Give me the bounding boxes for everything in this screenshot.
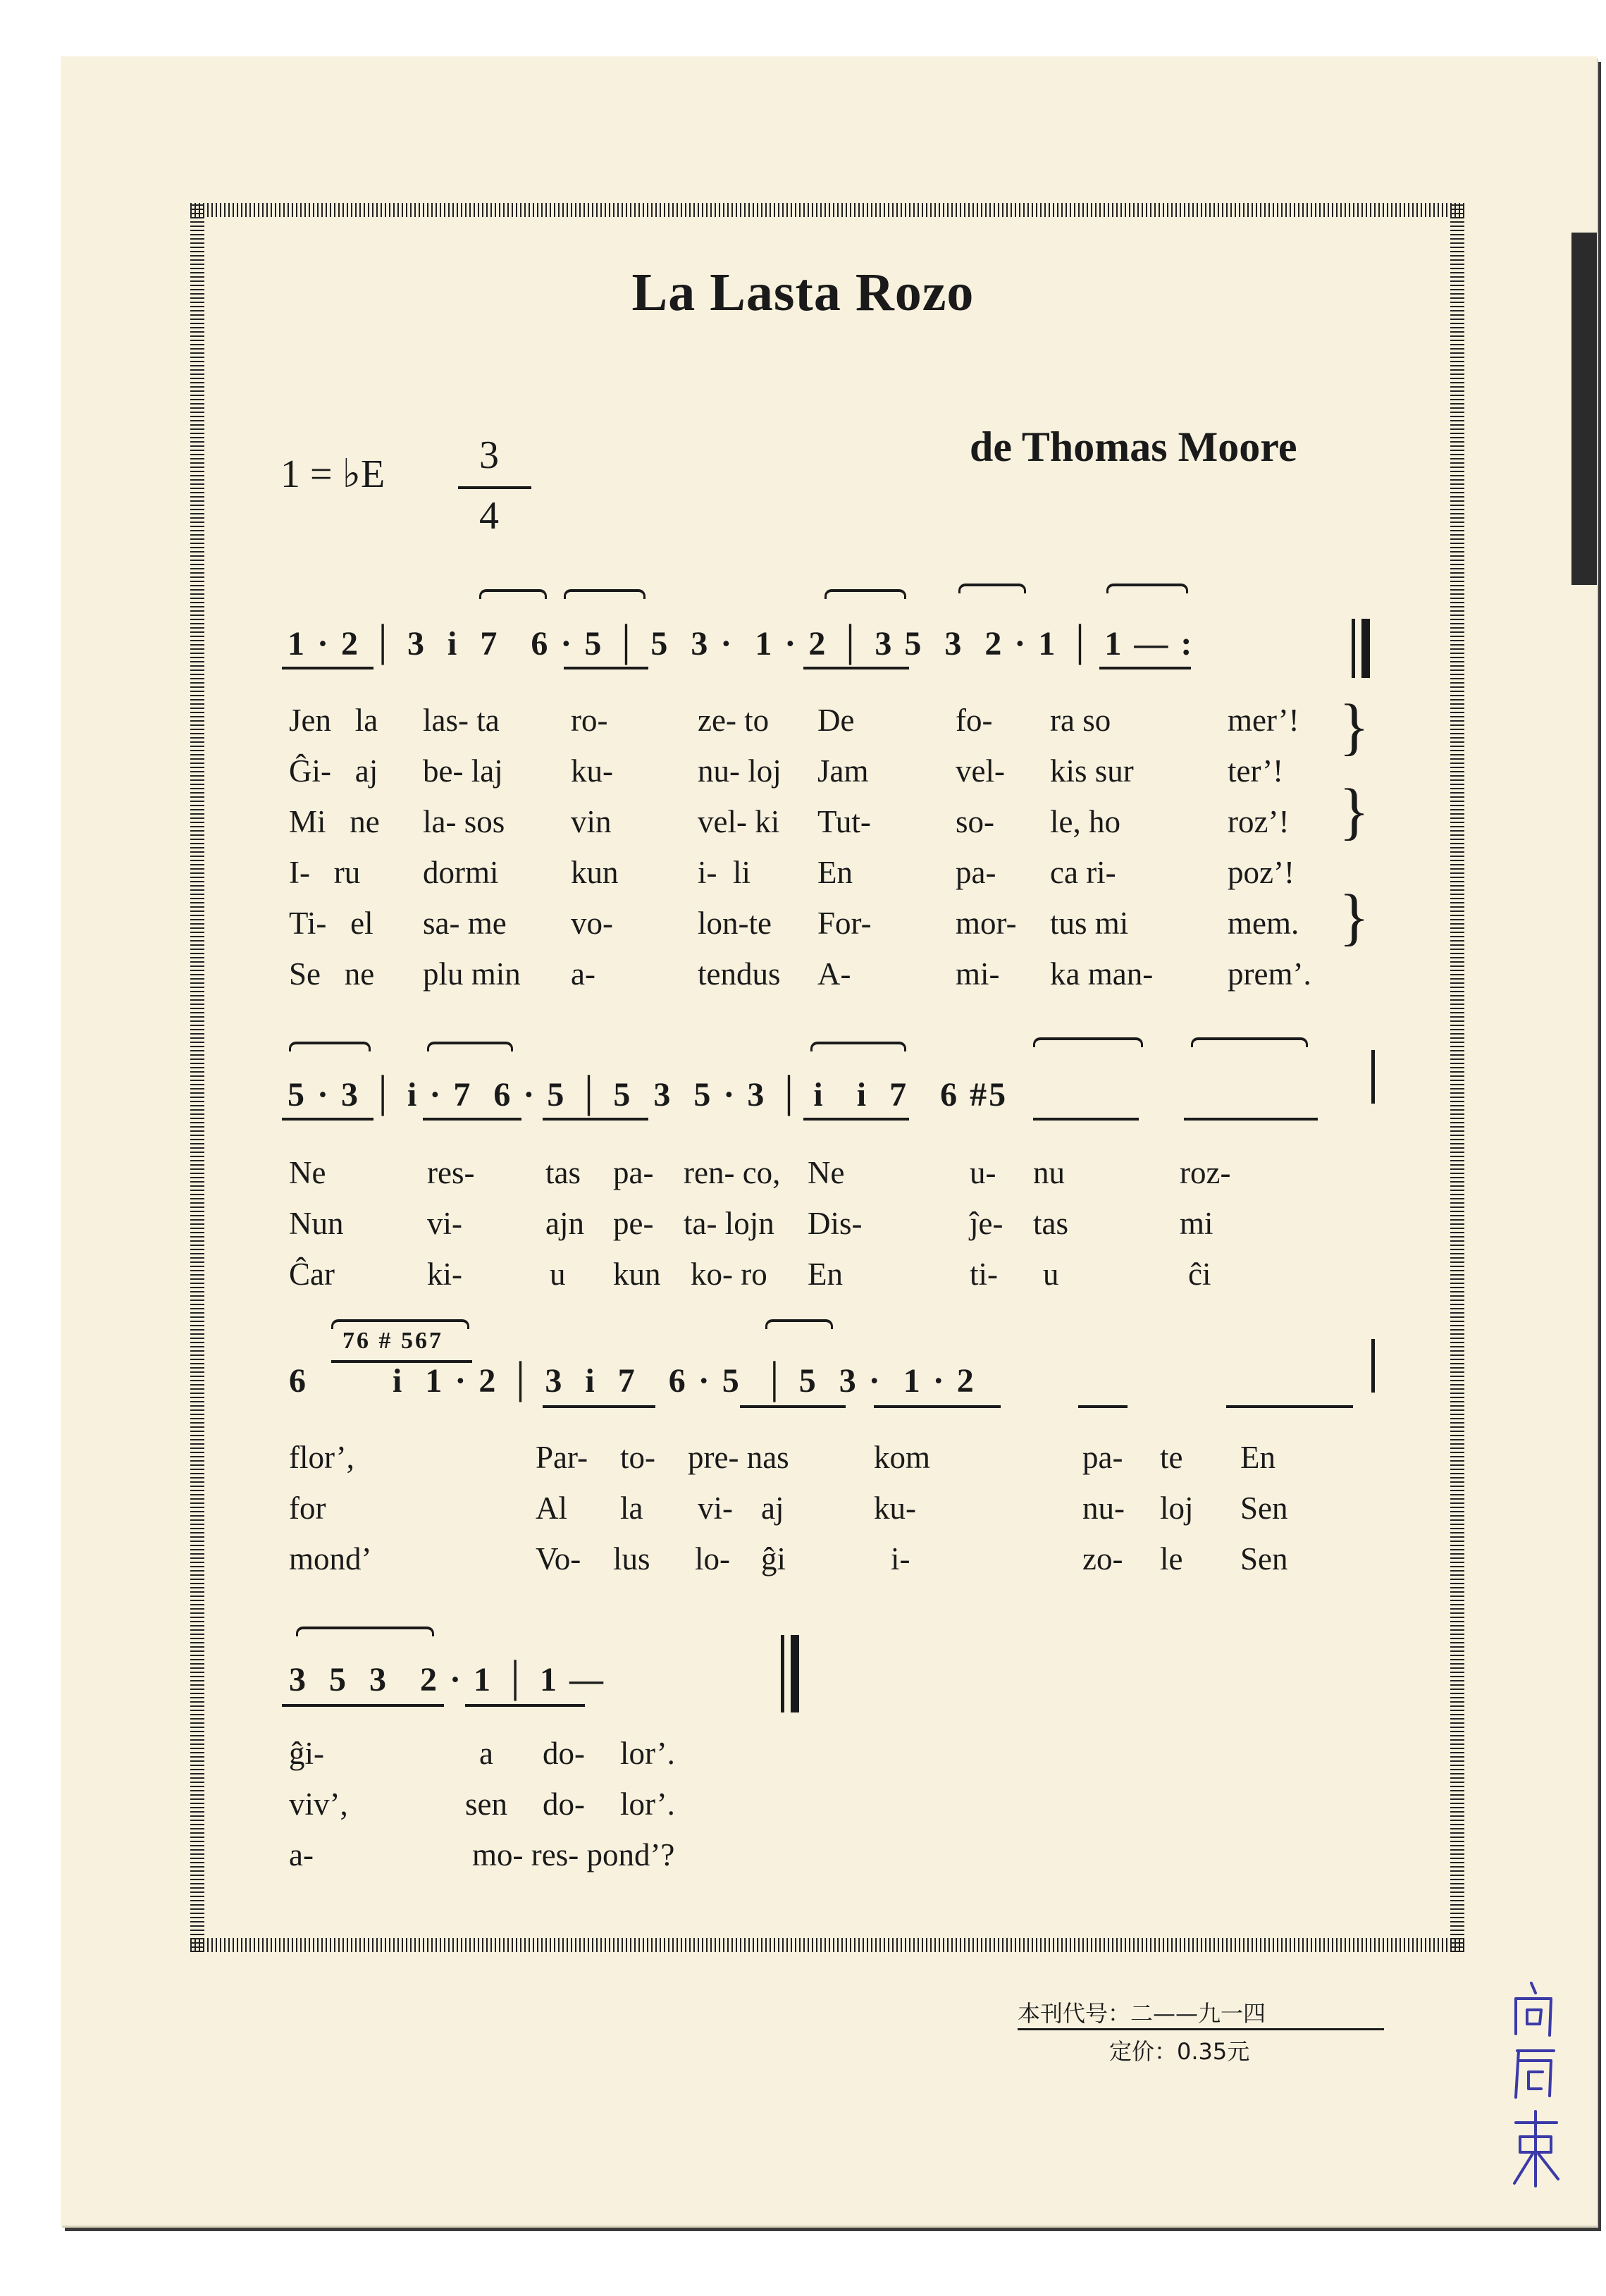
- beam: [1033, 1118, 1139, 1121]
- lyric-cell: i- li: [698, 855, 751, 890]
- beam: [423, 1118, 521, 1121]
- lyric-cell: u-: [970, 1155, 996, 1190]
- system1-notes: 1 · 2 │ 3 i 7 6 · 5 │ 5 3 · 1 · 2 │ 3 5 3 2 · 1 │ 1 — :: [288, 625, 1194, 662]
- lyric-cell: Al: [536, 1490, 567, 1526]
- system2-notes: 5 · 3 │ i · 7 6 · 5 │ 5 3 5 · 3 │ i i 7 6 #5: [288, 1076, 1008, 1113]
- slur: [296, 1627, 434, 1636]
- grace-notes: 76 # 567: [342, 1328, 443, 1354]
- lyric-cell: En: [1240, 1440, 1275, 1475]
- lyric-cell: prem’.: [1228, 956, 1311, 992]
- beam: [282, 1118, 373, 1121]
- repeat-barline: [1352, 619, 1355, 678]
- lyric-cell: pa-: [956, 855, 996, 890]
- system3-notes: 6 i 1 · 2 │ 3 i 7 6 · 5 │ 5 3 · 1 · 2: [289, 1362, 976, 1400]
- time-signature-top: 3: [479, 433, 499, 477]
- slur: [810, 1042, 906, 1051]
- lyric-cell: ra so: [1050, 703, 1111, 738]
- lyric-cell: a: [479, 1736, 493, 1771]
- lyric-cell: ku-: [874, 1490, 916, 1526]
- beam: [1078, 1405, 1128, 1408]
- lyric-row: Se ne: [289, 956, 375, 992]
- lyric-cell: kun: [613, 1257, 661, 1292]
- lyric-cell: loj: [1160, 1490, 1194, 1526]
- lyric-cell: ĉi: [1188, 1257, 1211, 1292]
- slur: [824, 589, 906, 599]
- barline: [781, 1635, 784, 1712]
- price-label: 定价：0.35元: [1109, 2038, 1250, 2065]
- ornamental-border-left: [190, 203, 204, 1952]
- lyric-cell: Nun: [289, 1206, 344, 1241]
- lyric-cell: ki-: [427, 1257, 462, 1292]
- slur: [1106, 584, 1188, 593]
- lyric-cell: En: [808, 1257, 843, 1292]
- lyric-cell: ĵe-: [970, 1206, 1003, 1241]
- lyric-cell: nu-: [1082, 1490, 1125, 1526]
- lyric-cell: Ĉar: [289, 1257, 335, 1292]
- ornamental-border-right: [1450, 203, 1464, 1952]
- lyric-cell: zo-: [1082, 1541, 1123, 1576]
- lyric-cell: vi-: [427, 1206, 462, 1241]
- lyric-cell: ter’!: [1228, 753, 1284, 789]
- beam: [564, 667, 648, 669]
- lyric-cell: viv’,: [289, 1786, 348, 1822]
- lyric-cell: le: [1160, 1541, 1183, 1576]
- beam: [543, 1405, 655, 1408]
- ornamental-border-top: [190, 203, 1464, 217]
- lyric-cell: kom: [874, 1440, 931, 1475]
- verse-brace: }: [1339, 777, 1370, 846]
- lyric-cell: Sen: [1240, 1490, 1288, 1526]
- beam: [282, 1704, 444, 1707]
- lyric-cell: vo-: [571, 906, 613, 941]
- slur: [479, 589, 547, 599]
- lyric-cell: ti-: [970, 1257, 998, 1292]
- lyric-cell: for: [289, 1490, 326, 1526]
- final-barline: [1361, 619, 1370, 678]
- barline: [1371, 1050, 1375, 1104]
- lyric-cell: pre- nas: [688, 1440, 789, 1475]
- lyric-cell: u: [1043, 1257, 1059, 1292]
- lyric-cell: ĝi: [761, 1541, 786, 1576]
- lyric-cell: tendus: [698, 956, 781, 992]
- lyric-cell: Jam: [817, 753, 869, 789]
- lyric-cell: do-: [543, 1736, 585, 1771]
- lyric-cell: De: [817, 703, 855, 738]
- lyric-cell: la: [620, 1490, 643, 1526]
- beam: [803, 1118, 909, 1121]
- lyric-cell: la- sos: [423, 804, 505, 839]
- beam: [465, 1704, 585, 1707]
- lyric-cell: ĝi-: [289, 1736, 324, 1771]
- lyric-row: Ti- el: [289, 906, 373, 941]
- slur: [564, 589, 646, 599]
- beam: [803, 667, 909, 669]
- lyric-cell: mi-: [956, 956, 1000, 992]
- beam: [543, 1118, 648, 1121]
- slur: [958, 584, 1026, 593]
- beam: [740, 1405, 846, 1408]
- lyric-cell: kun: [571, 855, 619, 890]
- time-signature-bottom: 4: [479, 494, 499, 538]
- lyric-cell: nu- loj: [698, 753, 782, 789]
- lyric-cell: mor-: [956, 906, 1017, 941]
- lyric-cell: a-: [571, 956, 595, 992]
- lyric-cell: te: [1160, 1440, 1183, 1475]
- lyric-cell: vel- ki: [698, 804, 780, 839]
- lyric-cell: ren- co,: [684, 1155, 781, 1190]
- key-signature: 1 = ♭E: [280, 452, 385, 496]
- barline: [1371, 1339, 1375, 1393]
- lyric-cell: Tut-: [817, 804, 871, 839]
- lyric-cell: res-: [427, 1155, 475, 1190]
- lyric-cell: nu: [1033, 1155, 1065, 1190]
- composer-credit: de Thomas Moore: [970, 424, 1297, 470]
- lyric-cell: ka man-: [1050, 956, 1154, 992]
- lyric-cell: mer’!: [1228, 703, 1299, 738]
- lyric-cell: pa-: [613, 1155, 654, 1190]
- lyric-cell: ro-: [571, 703, 608, 738]
- lyric-cell: tas: [545, 1155, 581, 1190]
- lyric-row: Ĝi- aj: [289, 753, 378, 789]
- lyric-cell: i-: [891, 1541, 910, 1576]
- lyric-cell: lus: [613, 1541, 650, 1576]
- beam: [1226, 1405, 1353, 1408]
- lyric-cell: mi: [1180, 1206, 1213, 1241]
- song-title: La Lasta Rozo: [631, 263, 975, 322]
- lyric-cell: mond’: [289, 1541, 372, 1576]
- lyric-cell: vi-: [698, 1490, 733, 1526]
- lyric-cell: flor’,: [289, 1440, 354, 1475]
- lyric-cell: tus mi: [1050, 906, 1129, 941]
- lyric-cell: aj: [761, 1490, 784, 1526]
- lyric-cell: roz’!: [1228, 804, 1290, 839]
- slur: [289, 1042, 371, 1051]
- lyric-cell: ko- ro: [691, 1257, 767, 1292]
- lyric-cell: ta- lojn: [684, 1206, 774, 1241]
- lyric-row: Jen la: [289, 703, 378, 738]
- lyric-cell: las- ta: [423, 703, 500, 738]
- slur: [1033, 1037, 1143, 1047]
- lyric-cell: fo-: [956, 703, 993, 738]
- time-signature-rule: [458, 486, 531, 489]
- lyric-cell: u: [550, 1257, 566, 1292]
- lyric-cell: kis sur: [1050, 753, 1134, 789]
- beam: [874, 1405, 1001, 1408]
- beam: [1099, 667, 1191, 669]
- periodical-code: 本刊代号：二——九一四: [1018, 2000, 1266, 2027]
- lyric-cell: Ne: [808, 1155, 845, 1190]
- lyric-cell: vel-: [956, 753, 1005, 789]
- lyric-cell: mo- res- pond’?: [472, 1837, 675, 1872]
- ornamental-border-bottom: [190, 1938, 1464, 1952]
- lyric-cell: poz’!: [1228, 855, 1295, 890]
- lyric-cell: to-: [620, 1440, 655, 1475]
- handwritten-signature: [1507, 1977, 1564, 2189]
- lyric-cell: Vo-: [536, 1541, 581, 1576]
- lyric-cell: tas: [1033, 1206, 1068, 1241]
- lyric-cell: lor’.: [620, 1786, 675, 1822]
- lyric-cell: dormi: [423, 855, 499, 890]
- lyric-cell: ku-: [571, 753, 613, 789]
- verse-brace: }: [1339, 882, 1370, 952]
- lyric-cell: do-: [543, 1786, 585, 1822]
- slur: [765, 1319, 833, 1329]
- lyric-cell: A-: [817, 956, 851, 992]
- lyric-cell: lon-te: [698, 906, 772, 941]
- verse-brace: }: [1339, 692, 1370, 762]
- lyric-cell: sen: [465, 1786, 507, 1822]
- lyric-row: I- ru: [289, 855, 361, 890]
- lyric-cell: Sen: [1240, 1541, 1288, 1576]
- slur: [331, 1319, 469, 1329]
- lyric-cell: a-: [289, 1837, 314, 1872]
- lyric-cell: Dis-: [808, 1206, 863, 1241]
- lyric-cell: vin: [571, 804, 612, 839]
- lyric-cell: lo-: [695, 1541, 730, 1576]
- beam: [282, 667, 373, 669]
- lyric-cell: plu min: [423, 956, 521, 992]
- lyric-cell: En: [817, 855, 853, 890]
- slur: [1191, 1037, 1308, 1047]
- lyric-cell: ze- to: [698, 703, 770, 738]
- lyric-cell: be- laj: [423, 753, 503, 789]
- footer-rule: [1018, 2028, 1384, 2030]
- system4-notes: 3 5 3 2 · 1 │ 1 —: [289, 1661, 606, 1698]
- lyric-cell: mem.: [1228, 906, 1299, 941]
- final-barline: [791, 1635, 799, 1712]
- lyric-cell: pe-: [613, 1206, 654, 1241]
- lyric-cell: le, ho: [1050, 804, 1120, 839]
- lyric-cell: sa- me: [423, 906, 507, 941]
- lyric-cell: lor’.: [620, 1736, 675, 1771]
- lyric-cell: roz-: [1180, 1155, 1231, 1190]
- lyric-cell: Par-: [536, 1440, 588, 1475]
- page-sheet: [61, 56, 1597, 2226]
- lyric-cell: Ne: [289, 1155, 326, 1190]
- lyric-row: Mi ne: [289, 804, 380, 839]
- lyric-cell: For-: [817, 906, 872, 941]
- lyric-cell: pa-: [1082, 1440, 1123, 1475]
- lyric-cell: ajn: [545, 1206, 584, 1241]
- beam: [1184, 1118, 1318, 1121]
- lyric-cell: so-: [956, 804, 994, 839]
- lyric-cell: ca ri-: [1050, 855, 1116, 890]
- slur: [427, 1042, 513, 1051]
